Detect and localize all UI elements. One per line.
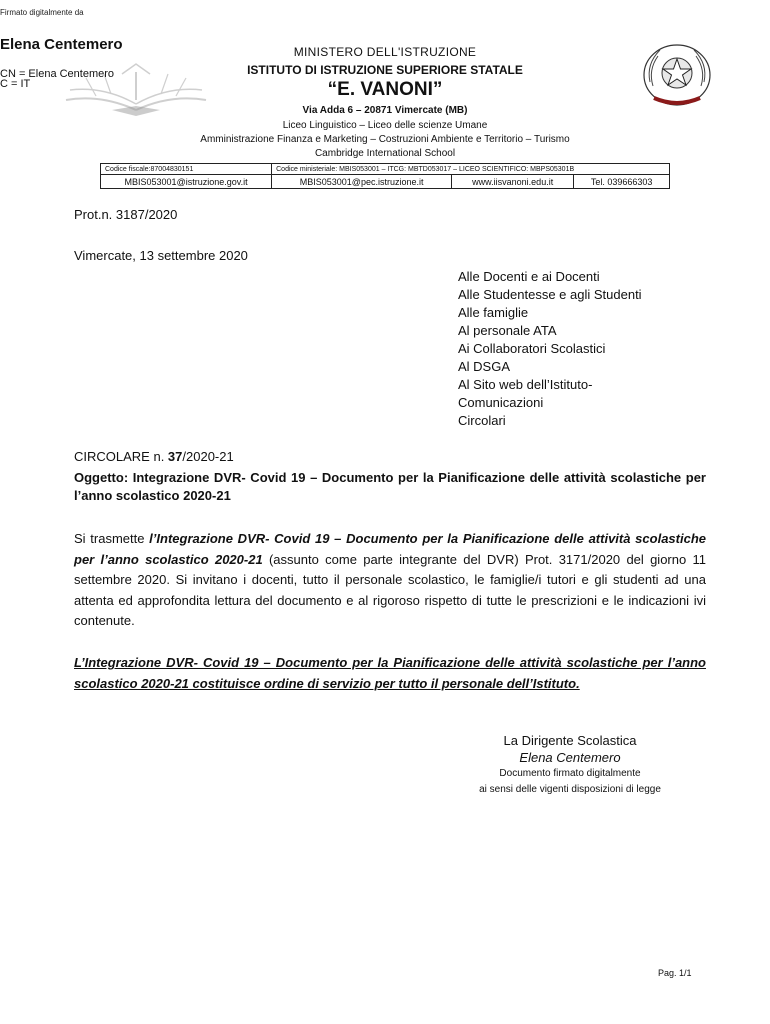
circular-suffix: /2020-21: [182, 449, 234, 464]
telephone: Tel. 039666303: [574, 175, 670, 189]
circular-num: 37: [167, 449, 183, 464]
codice-ministeriale: Codice ministeriale: MBIS053001 – ITCG: MBTD053017 – LICEO SCIENTIFICO: MBPS05301B: [272, 164, 670, 175]
recipients-list: [458, 268, 642, 430]
legal-reference-note: ai sensi delle vigenti disposizioni di legge: [479, 784, 661, 795]
codice-fiscale: Codice fiscale:87004830151: [101, 164, 272, 175]
recipient-item: Alle famiglie: [458, 305, 529, 320]
recipient-item: Alle Docenti e ai Docenti: [458, 269, 600, 284]
signature-cn-line: CN = Elena Centemero: [0, 68, 115, 80]
recipient-item: Al DSGA: [458, 359, 511, 374]
recipient-item: Alle Studentesse e agli Studenti: [458, 287, 642, 302]
recipient-item: Al Sito web dell’Istituto-: [458, 377, 593, 392]
header-address: Via Adda 6 – 20871 Vimercate (MB): [302, 105, 468, 116]
protocol-number: Prot.n. 3187/2020: [74, 207, 178, 222]
header-cambridge: Cambridge International School: [314, 148, 456, 159]
body-paragraph-rest: (assunto come parte integrante del DVR) Prot. 3171/2020 del giorno 11 settembre 2020. Si invitano i docenti, tutto il personale scolastico, le famiglie/i tutori e gli studenti ad una attenta ed approfondita lettura del documento e al rigoroso rispetto di tutte le prescrizioni e le indicazioni ivi contenute.: [74, 551, 707, 628]
subject-line: Oggetto: Integrazione DVR- Covid 19 – Documento per la Pianificazione delle attività scolastiche per l’anno scolastico 2020-21: [74, 470, 706, 503]
header-amministrazione: Amministrazione Finanza e Marketing – Costruzioni Ambiente e Territorio – Turismo: [200, 134, 570, 145]
body-paragraph: [74, 529, 706, 632]
header-ministero: MINISTERO DELL'ISTRUZIONE: [293, 45, 477, 59]
body-paragraph-start: Si trasmette: [74, 531, 150, 546]
pec-address: MBIS053001@pec.istruzione.it: [272, 175, 452, 189]
signature-name: Elena Centemero: [0, 36, 123, 53]
header-istituto: ISTITUTO DI ISTRUZIONE SUPERIORE STATALE: [247, 63, 523, 77]
signature-country-line: C = IT: [0, 78, 31, 90]
digital-signature-note: Documento firmato digitalmente: [499, 768, 641, 779]
signatory-name: Elena Centemero: [519, 750, 621, 765]
recipient-item: Al personale ATA: [458, 323, 557, 338]
website: www.iisvanoni.edu.it: [452, 175, 574, 189]
school-codes-table: [100, 163, 670, 189]
recipient-item: Circolari: [458, 413, 506, 428]
recipient-item: Comunicazioni: [458, 395, 544, 410]
signature-caption: Firmato digitalmente da: [0, 8, 84, 17]
republic-emblem-icon: [640, 42, 714, 110]
header-school-name: “E. VANONI”: [327, 79, 443, 100]
place-date: Vimercate, 13 settembre 2020: [74, 248, 248, 263]
signatory-role: La Dirigente Scolastica: [503, 733, 637, 748]
service-order-paragraph: L’Integrazione DVR- Covid 19 – Documento per la Pianificazione delle attività scolastiche per l’anno scolastico 2020-21 costituisce ordine di servizio per tutto il personale dell’Istituto.: [74, 655, 706, 691]
body-paragraph-document-title: l’Integrazione DVR- Covid 19 – Documento per la Pianificazione delle attività scolastiche per l’anno scolastico 2020-21: [74, 531, 706, 567]
email-address: MBIS053001@istruzione.gov.it: [101, 175, 272, 189]
circular-prefix: CIRCOLARE n.: [74, 449, 168, 464]
header-licei: Liceo Linguistico – Liceo delle scienze Umane: [282, 120, 488, 131]
recipient-item: Ai Collaboratori Scolastici: [458, 341, 606, 356]
page-number: Pag. 1/1: [658, 968, 692, 978]
circular-number: [74, 448, 234, 466]
